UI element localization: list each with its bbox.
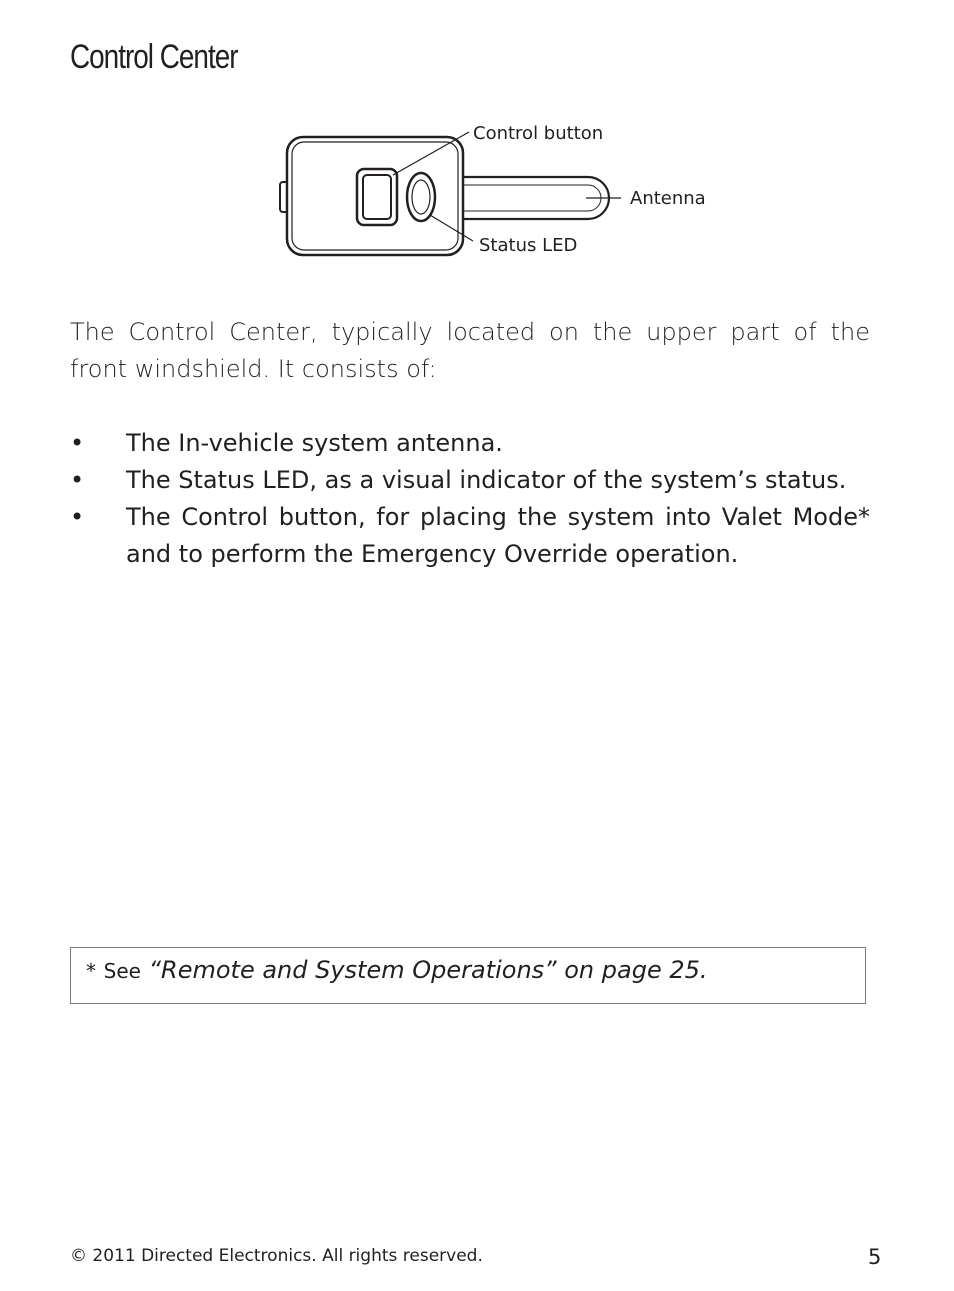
control-button-callout: Control button xyxy=(473,123,604,144)
page-title: Control Center xyxy=(70,38,238,76)
status-led-callout: Status LED xyxy=(479,235,578,256)
footnote-text xyxy=(86,956,708,984)
footnote-reference-link[interactable]: “Remote and System Operations” on page 25. xyxy=(148,956,708,984)
control-center-diagram xyxy=(270,115,710,275)
list-item xyxy=(70,462,870,499)
footnote-see: See xyxy=(103,959,141,983)
copyright-footer: © 2011 Directed Electronics. All rights reserved. xyxy=(70,1246,483,1266)
footnote-box xyxy=(70,947,866,1004)
antenna-callout: Antenna xyxy=(630,188,706,209)
bullet-icon: • xyxy=(70,466,85,494)
list-item-text: The Control button, for placing the system into Valet Mode* and to perform the Emergency Override operation. xyxy=(126,503,870,568)
bullet-icon: • xyxy=(70,503,85,531)
page-number: 5 xyxy=(868,1245,882,1269)
bullet-icon: • xyxy=(70,429,85,457)
component-list xyxy=(70,425,870,573)
list-item xyxy=(70,425,870,462)
list-item-text: The Status LED, as a visual indicator of the system’s status. xyxy=(126,466,847,494)
intro-paragraph: The Control Center, typically located on the upper part of the front windshield. It consists of: xyxy=(70,318,870,383)
footnote-star: * xyxy=(86,959,96,983)
list-item xyxy=(70,499,870,573)
list-item-text: The In-vehicle system antenna. xyxy=(126,429,503,457)
